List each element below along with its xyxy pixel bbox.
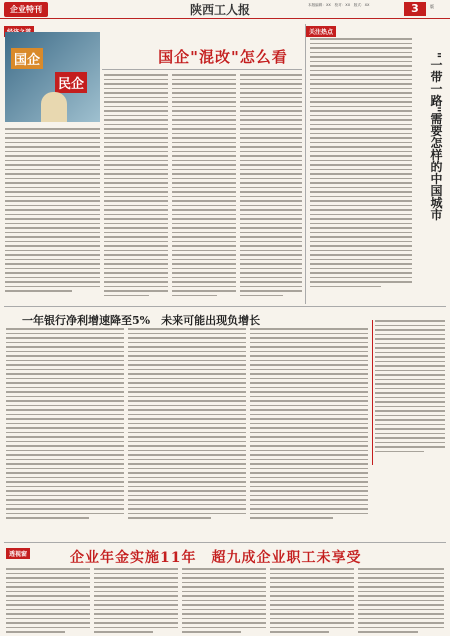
illustration-figure <box>41 92 67 122</box>
section-tag-hotspot: 关注热点 <box>306 26 336 37</box>
illustration-chip-left: 国企 <box>11 48 43 69</box>
middle-headline: 一年银行净利增速降至5% 未来可能出现负增长 <box>22 314 261 327</box>
bottom-body-col3 <box>182 568 266 636</box>
middle-body-col2 <box>128 328 246 522</box>
section-tag-perspective: 透视窗 <box>6 548 30 559</box>
column-divider <box>305 24 306 304</box>
bottom-headline: 企业年金实施11年 超九成企业职工未享受 <box>70 550 362 566</box>
brand-badge: 企业特刊 <box>4 2 48 17</box>
bottom-body-col5 <box>358 568 444 636</box>
article-body-col2 <box>104 74 168 299</box>
masthead <box>0 0 450 19</box>
vertical-headline: "一带一路"需要怎样的中国城市 <box>429 52 443 221</box>
side-callout <box>372 320 445 465</box>
middle-body-col1 <box>6 328 124 522</box>
main-headline: 国企"混改"怎么看 <box>158 48 288 66</box>
paper-name: 陕西工人报 <box>190 3 251 17</box>
section-rule-bottom <box>4 542 446 543</box>
headline-rule <box>102 69 302 70</box>
article-body-col3 <box>172 74 236 299</box>
bottom-body-col1 <box>6 568 90 636</box>
article-body-col4 <box>240 74 302 299</box>
side-article-body <box>310 38 412 290</box>
illustration-chip-right: 民企 <box>55 72 87 93</box>
issue-meta: 本版编辑：XX 校对：XX 版式：XX <box>308 3 370 7</box>
illustration-image <box>5 32 100 122</box>
bottom-body-col2 <box>94 568 178 636</box>
page-number: 3 <box>404 2 426 16</box>
article-body-col1 <box>5 128 100 295</box>
bottom-body-col4 <box>270 568 354 636</box>
section-rule-top <box>4 306 446 307</box>
middle-body-col3 <box>250 328 368 522</box>
page-label: 版 <box>430 4 434 9</box>
